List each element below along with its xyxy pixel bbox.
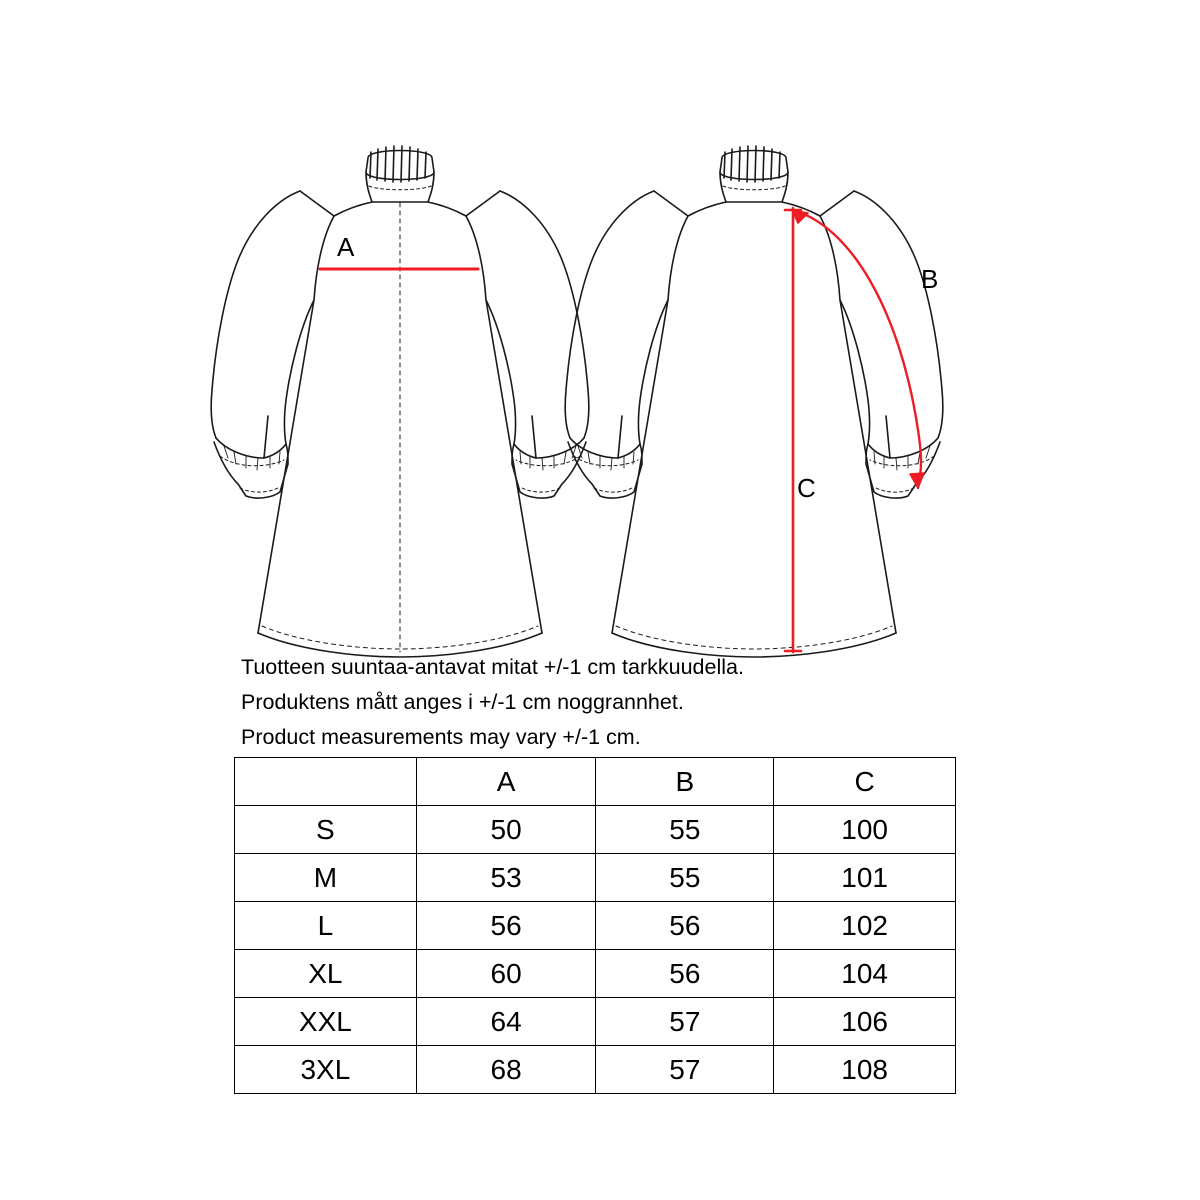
label-c: C — [797, 473, 816, 503]
note-sv: Produktens mått anges i +/-1 cm noggrannhet. — [241, 690, 684, 714]
value-c: 101 — [774, 854, 956, 902]
note-en: Product measurements may vary +/-1 cm. — [241, 725, 641, 749]
value-b: 56 — [596, 902, 774, 950]
table-header-c: C — [774, 758, 956, 806]
value-a: 68 — [416, 1046, 596, 1094]
value-b: 57 — [596, 998, 774, 1046]
table-row — [235, 1046, 956, 1094]
size-label: M — [235, 854, 417, 902]
value-c: 100 — [774, 806, 956, 854]
table-header-a: A — [416, 758, 596, 806]
value-b: 55 — [596, 854, 774, 902]
value-a: 53 — [416, 854, 596, 902]
value-a: 56 — [416, 902, 596, 950]
table-row — [235, 902, 956, 950]
size-label: S — [235, 806, 417, 854]
value-b: 56 — [596, 950, 774, 998]
table-row — [235, 998, 956, 1046]
size-label: XL — [235, 950, 417, 998]
note-fi: Tuotteen suuntaa-antavat mitat +/-1 cm tarkkuudella. — [241, 655, 744, 679]
value-b: 57 — [596, 1046, 774, 1094]
value-c: 104 — [774, 950, 956, 998]
size-table — [234, 757, 956, 1094]
front-view-garment — [211, 146, 589, 657]
label-a: A — [337, 232, 355, 262]
value-c: 106 — [774, 998, 956, 1046]
value-c: 102 — [774, 902, 956, 950]
value-c: 108 — [774, 1046, 956, 1094]
value-a: 50 — [416, 806, 596, 854]
back-view-garment — [565, 146, 943, 657]
value-b: 55 — [596, 806, 774, 854]
table-row — [235, 854, 956, 902]
table-header-row — [235, 758, 956, 806]
size-label: L — [235, 902, 417, 950]
value-a: 60 — [416, 950, 596, 998]
size-label: XXL — [235, 998, 417, 1046]
table-header-b: B — [596, 758, 774, 806]
size-label: 3XL — [235, 1046, 417, 1094]
technical-drawings — [0, 60, 1200, 660]
measurement-line-c — [785, 208, 801, 652]
value-a: 64 — [416, 998, 596, 1046]
table-row — [235, 950, 956, 998]
table-header-blank — [235, 758, 417, 806]
measurement-notes — [241, 652, 961, 757]
table-row — [235, 806, 956, 854]
label-b: B — [921, 264, 939, 294]
